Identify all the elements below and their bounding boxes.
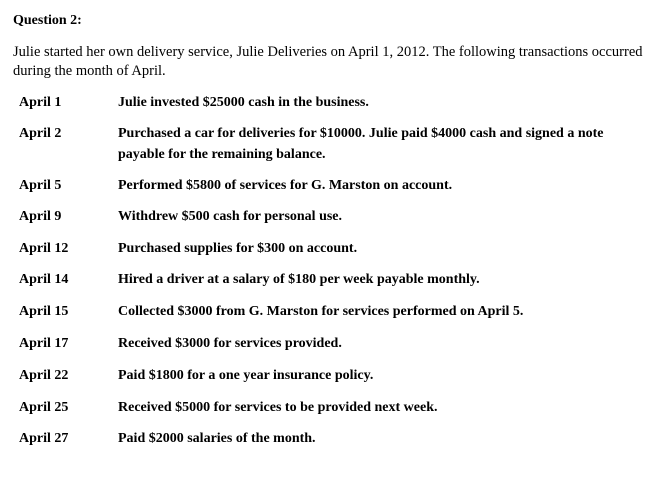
transaction-date: April 2 (19, 126, 62, 141)
transaction-row (19, 333, 649, 365)
transactions-table (19, 92, 649, 459)
transaction-date: April 15 (19, 304, 69, 319)
transaction-description: Purchased a car for deliveries for $10000. Julie paid $4000 cash and signed a note payable for the remaining balance. (118, 126, 604, 162)
transaction-description: Withdrew $500 cash for personal use. (118, 209, 343, 224)
transaction-description: Hired a driver at a salary of $180 per week payable monthly. (118, 272, 480, 287)
transaction-date: April 1 (19, 95, 62, 110)
transaction-description: Received $3000 for services provided. (118, 336, 342, 351)
transaction-description: Collected $3000 from G. Marston for services performed on April 5. (118, 304, 524, 319)
transaction-date: April 22 (19, 368, 69, 383)
transaction-row (19, 301, 649, 333)
transaction-description: Julie invested $25000 cash in the business. (118, 95, 369, 110)
transaction-date: April 12 (19, 241, 69, 256)
transaction-row (19, 238, 649, 269)
question-intro: Julie started her own delivery service, Julie Deliveries on April 1, 2012. The following transactions occurred during the month of April. (13, 44, 643, 79)
transaction-row (19, 428, 649, 459)
transaction-row (19, 175, 649, 206)
transaction-row (19, 92, 649, 123)
transaction-description: Performed $5800 of services for G. Marston on account. (118, 178, 453, 193)
transaction-row (19, 123, 649, 175)
transaction-description: Purchased supplies for $300 on account. (118, 241, 358, 256)
transaction-date: April 9 (19, 209, 62, 224)
transaction-row (19, 206, 649, 238)
transaction-date: April 17 (19, 336, 69, 351)
transaction-row (19, 365, 649, 397)
transaction-row (19, 269, 649, 301)
transaction-description: Received $5000 for services to be provided next week. (118, 400, 438, 415)
transaction-date: April 5 (19, 178, 62, 193)
transaction-description: Paid $2000 salaries of the month. (118, 431, 316, 446)
question-heading: Question 2: (13, 13, 82, 28)
transaction-date: April 27 (19, 431, 69, 446)
transaction-date: April 25 (19, 400, 69, 415)
transaction-description: Paid $1800 for a one year insurance policy. (118, 368, 374, 383)
transaction-date: April 14 (19, 272, 69, 287)
transaction-row (19, 397, 649, 428)
